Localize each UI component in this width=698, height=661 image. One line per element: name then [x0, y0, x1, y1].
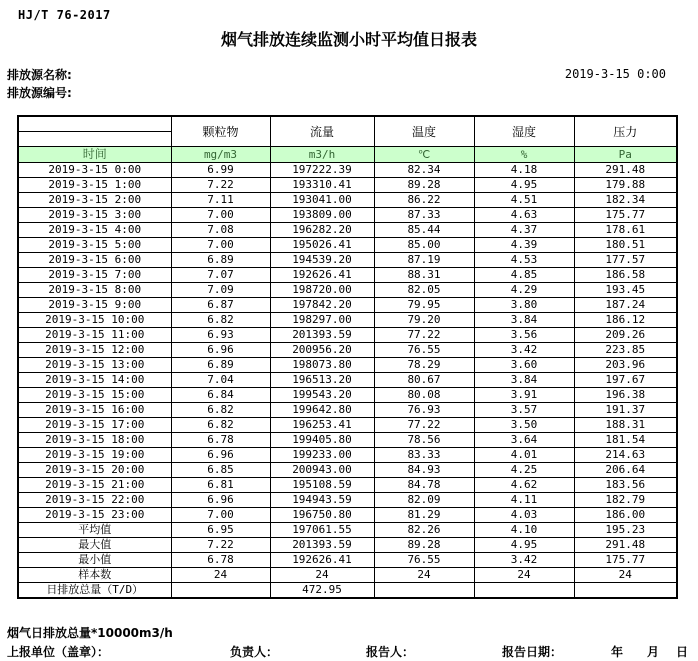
hourly-rows-body: [18, 163, 677, 523]
summary-rows-body: [18, 523, 677, 599]
time-cell: 2019-3-15 17:00: [18, 418, 171, 433]
time-cell: 2019-3-15 20:00: [18, 463, 171, 478]
report-date-label: 报告日期：: [502, 645, 563, 659]
value-cell: 195108.59: [270, 478, 374, 493]
time-cell: 2019-3-15 12:00: [18, 343, 171, 358]
value-cell: 81.29: [374, 508, 474, 523]
table-row: [18, 163, 677, 178]
value-cell: 196.38: [574, 388, 677, 403]
table-row: [18, 358, 677, 373]
unit-header: mg/m3: [171, 147, 270, 163]
value-cell: 4.62: [474, 478, 574, 493]
summary-value: [374, 583, 474, 599]
value-cell: 193310.41: [270, 178, 374, 193]
value-cell: 200943.00: [270, 463, 374, 478]
reporting-unit-label: 上报单位（盖章）：: [7, 645, 110, 659]
time-cell: 2019-3-15 6:00: [18, 253, 171, 268]
value-cell: 201393.59: [270, 328, 374, 343]
value-cell: 203.96: [574, 358, 677, 373]
value-cell: 7.00: [171, 508, 270, 523]
column-header: 颗粒物: [171, 116, 270, 147]
value-cell: 186.12: [574, 313, 677, 328]
value-cell: 4.51: [474, 193, 574, 208]
time-cell: 2019-3-15 19:00: [18, 448, 171, 463]
summary-value: 4.10: [474, 523, 574, 538]
value-cell: 175.77: [574, 208, 677, 223]
value-cell: 6.82: [171, 418, 270, 433]
value-cell: 214.63: [574, 448, 677, 463]
value-cell: 4.37: [474, 223, 574, 238]
time-cell: 2019-3-15 18:00: [18, 433, 171, 448]
value-cell: 186.58: [574, 268, 677, 283]
time-cell: 2019-3-15 4:00: [18, 223, 171, 238]
value-cell: 223.85: [574, 343, 677, 358]
value-cell: 6.89: [171, 358, 270, 373]
column-header: 压力: [574, 116, 677, 147]
unit-header: m3/h: [270, 147, 374, 163]
value-cell: 180.51: [574, 238, 677, 253]
summary-row: [18, 553, 677, 568]
value-cell: 196253.41: [270, 418, 374, 433]
summary-value: 24: [374, 568, 474, 583]
time-column-header: 时间: [18, 147, 171, 163]
time-cell: 2019-3-15 13:00: [18, 358, 171, 373]
summary-row: [18, 523, 677, 538]
value-cell: 4.85: [474, 268, 574, 283]
value-cell: 6.96: [171, 493, 270, 508]
value-cell: 199543.20: [270, 388, 374, 403]
summary-value: 6.78: [171, 553, 270, 568]
value-cell: 7.22: [171, 178, 270, 193]
summary-row: [18, 583, 677, 599]
value-cell: 182.79: [574, 493, 677, 508]
summary-value: 201393.59: [270, 538, 374, 553]
value-cell: 291.48: [574, 163, 677, 178]
table-row: [18, 373, 677, 388]
value-cell: 198073.80: [270, 358, 374, 373]
value-cell: 195026.41: [270, 238, 374, 253]
table-row: [18, 313, 677, 328]
standard-code: HJ/T 76-2017: [18, 8, 111, 22]
table-row: [18, 343, 677, 358]
summary-label: 日排放总量（T/D）: [18, 583, 171, 599]
value-cell: 3.84: [474, 313, 574, 328]
summary-label: 平均值: [18, 523, 171, 538]
table-row: [18, 208, 677, 223]
year-label: 年: [611, 645, 624, 659]
value-cell: 6.93: [171, 328, 270, 343]
table-row: [18, 478, 677, 493]
summary-value: 3.42: [474, 553, 574, 568]
summary-value: 4.95: [474, 538, 574, 553]
value-cell: 85.44: [374, 223, 474, 238]
table-row: [18, 508, 677, 523]
table-row: [18, 328, 677, 343]
reporter-label: 报告人：: [366, 645, 415, 659]
time-cell: 2019-3-15 1:00: [18, 178, 171, 193]
summary-value: 89.28: [374, 538, 474, 553]
value-cell: 77.22: [374, 328, 474, 343]
source-name-label: 排放源名称:: [7, 68, 72, 82]
value-cell: 3.42: [474, 343, 574, 358]
value-cell: 4.63: [474, 208, 574, 223]
column-header: 温度: [374, 116, 474, 147]
value-cell: 4.53: [474, 253, 574, 268]
value-cell: 6.78: [171, 433, 270, 448]
summary-value: 82.26: [374, 523, 474, 538]
value-cell: 89.28: [374, 178, 474, 193]
value-cell: 3.60: [474, 358, 574, 373]
summary-value: [574, 583, 677, 599]
value-cell: 194539.20: [270, 253, 374, 268]
time-cell: 2019-3-15 22:00: [18, 493, 171, 508]
value-cell: 199405.80: [270, 433, 374, 448]
source-code-label: 排放源编号:: [7, 86, 72, 100]
value-cell: 87.33: [374, 208, 474, 223]
summary-value: 197061.55: [270, 523, 374, 538]
value-cell: 80.08: [374, 388, 474, 403]
value-cell: 193809.00: [270, 208, 374, 223]
value-cell: 199233.00: [270, 448, 374, 463]
summary-value: 6.95: [171, 523, 270, 538]
value-cell: 76.93: [374, 403, 474, 418]
table-row: [18, 268, 677, 283]
value-cell: 79.95: [374, 298, 474, 313]
value-cell: 196282.20: [270, 223, 374, 238]
value-cell: 194943.59: [270, 493, 374, 508]
value-cell: 199642.80: [270, 403, 374, 418]
table-row: [18, 418, 677, 433]
value-cell: 78.56: [374, 433, 474, 448]
day-label: 日: [676, 645, 689, 659]
value-cell: 196513.20: [270, 373, 374, 388]
value-cell: 200956.20: [270, 343, 374, 358]
summary-value: 7.22: [171, 538, 270, 553]
value-cell: 4.25: [474, 463, 574, 478]
value-cell: 6.96: [171, 448, 270, 463]
summary-value: 76.55: [374, 553, 474, 568]
stub-upper-cell: [19, 117, 171, 132]
value-cell: 206.64: [574, 463, 677, 478]
value-cell: 6.87: [171, 298, 270, 313]
summary-value: 192626.41: [270, 553, 374, 568]
table-row: [18, 283, 677, 298]
value-cell: 7.00: [171, 208, 270, 223]
value-cell: 186.00: [574, 508, 677, 523]
time-cell: 2019-3-15 11:00: [18, 328, 171, 343]
unit-header: %: [474, 147, 574, 163]
table-row: [18, 238, 677, 253]
table-row: [18, 253, 677, 268]
value-cell: 193.45: [574, 283, 677, 298]
value-cell: 3.56: [474, 328, 574, 343]
value-cell: 4.01: [474, 448, 574, 463]
value-cell: 179.88: [574, 178, 677, 193]
value-cell: 181.54: [574, 433, 677, 448]
time-cell: 2019-3-15 21:00: [18, 478, 171, 493]
value-cell: 6.89: [171, 253, 270, 268]
table-row: [18, 433, 677, 448]
monitoring-data-table: [17, 115, 678, 599]
value-cell: 6.81: [171, 478, 270, 493]
value-cell: 209.26: [574, 328, 677, 343]
value-cell: 3.57: [474, 403, 574, 418]
unit-header: ℃: [374, 147, 474, 163]
value-cell: 7.09: [171, 283, 270, 298]
summary-value: 291.48: [574, 538, 677, 553]
unit-header: Pa: [574, 147, 677, 163]
time-cell: 2019-3-15 8:00: [18, 283, 171, 298]
header-stub-cell: [18, 116, 171, 147]
value-cell: 3.50: [474, 418, 574, 433]
value-cell: 177.57: [574, 253, 677, 268]
value-cell: 7.00: [171, 238, 270, 253]
month-label: 月: [647, 645, 660, 659]
value-cell: 82.05: [374, 283, 474, 298]
value-cell: 83.33: [374, 448, 474, 463]
column-header: 湿度: [474, 116, 574, 147]
value-cell: 197.67: [574, 373, 677, 388]
summary-value: 24: [474, 568, 574, 583]
column-header-row: [18, 116, 677, 147]
value-cell: 84.93: [374, 463, 474, 478]
value-cell: 3.80: [474, 298, 574, 313]
summary-value: [474, 583, 574, 599]
value-cell: 87.19: [374, 253, 474, 268]
time-cell: 2019-3-15 14:00: [18, 373, 171, 388]
table-row: [18, 298, 677, 313]
value-cell: 198297.00: [270, 313, 374, 328]
value-cell: 88.31: [374, 268, 474, 283]
time-cell: 2019-3-15 3:00: [18, 208, 171, 223]
time-cell: 2019-3-15 9:00: [18, 298, 171, 313]
report-datetime: 2019-3-15 0:00: [564, 67, 666, 81]
summary-label: 样本数: [18, 568, 171, 583]
value-cell: 193041.00: [270, 193, 374, 208]
summary-row: [18, 538, 677, 553]
value-cell: 187.24: [574, 298, 677, 313]
time-cell: 2019-3-15 7:00: [18, 268, 171, 283]
summary-row: [18, 568, 677, 583]
table-row: [18, 223, 677, 238]
value-cell: 78.29: [374, 358, 474, 373]
value-cell: 7.04: [171, 373, 270, 388]
table-row: [18, 463, 677, 478]
table-row: [18, 403, 677, 418]
time-cell: 2019-3-15 10:00: [18, 313, 171, 328]
total-emission-note: 烟气日排放总量*10000m3/h: [7, 626, 173, 640]
summary-value: 24: [574, 568, 677, 583]
value-cell: 6.84: [171, 388, 270, 403]
value-cell: 4.29: [474, 283, 574, 298]
value-cell: 85.00: [374, 238, 474, 253]
value-cell: 76.55: [374, 343, 474, 358]
value-cell: 183.56: [574, 478, 677, 493]
value-cell: 7.08: [171, 223, 270, 238]
summary-value: 175.77: [574, 553, 677, 568]
value-cell: 3.91: [474, 388, 574, 403]
time-cell: 2019-3-15 2:00: [18, 193, 171, 208]
responsible-label: 负责人：: [230, 645, 279, 659]
value-cell: 7.07: [171, 268, 270, 283]
value-cell: 182.34: [574, 193, 677, 208]
table-row: [18, 193, 677, 208]
summary-value: 24: [270, 568, 374, 583]
summary-value: 195.23: [574, 523, 677, 538]
value-cell: 6.99: [171, 163, 270, 178]
table-row: [18, 493, 677, 508]
time-cell: 2019-3-15 23:00: [18, 508, 171, 523]
value-cell: 198720.00: [270, 283, 374, 298]
stub-lower-cell: [19, 132, 171, 146]
value-cell: 6.85: [171, 463, 270, 478]
value-cell: 82.09: [374, 493, 474, 508]
value-cell: 86.22: [374, 193, 474, 208]
summary-value: [171, 583, 270, 599]
summary-label: 最小值: [18, 553, 171, 568]
value-cell: 6.82: [171, 403, 270, 418]
value-cell: 191.37: [574, 403, 677, 418]
table-row: [18, 178, 677, 193]
value-cell: 4.18: [474, 163, 574, 178]
value-cell: 4.03: [474, 508, 574, 523]
value-cell: 192626.41: [270, 268, 374, 283]
table-row: [18, 388, 677, 403]
page-title: 烟气排放连续监测小时平均值日报表: [220, 30, 477, 49]
value-cell: 7.11: [171, 193, 270, 208]
time-cell: 2019-3-15 15:00: [18, 388, 171, 403]
value-cell: 3.84: [474, 373, 574, 388]
value-cell: 196750.80: [270, 508, 374, 523]
time-cell: 2019-3-15 5:00: [18, 238, 171, 253]
value-cell: 197842.20: [270, 298, 374, 313]
value-cell: 84.78: [374, 478, 474, 493]
time-cell: 2019-3-15 0:00: [18, 163, 171, 178]
value-cell: 197222.39: [270, 163, 374, 178]
time-cell: 2019-3-15 16:00: [18, 403, 171, 418]
value-cell: 3.64: [474, 433, 574, 448]
value-cell: 4.95: [474, 178, 574, 193]
summary-label: 最大值: [18, 538, 171, 553]
summary-value: 472.95: [270, 583, 374, 599]
table-row: [18, 448, 677, 463]
value-cell: 79.20: [374, 313, 474, 328]
value-cell: 77.22: [374, 418, 474, 433]
value-cell: 82.34: [374, 163, 474, 178]
value-cell: 80.67: [374, 373, 474, 388]
value-cell: 188.31: [574, 418, 677, 433]
value-cell: 6.82: [171, 313, 270, 328]
value-cell: 178.61: [574, 223, 677, 238]
summary-value: 24: [171, 568, 270, 583]
value-cell: 4.39: [474, 238, 574, 253]
signature-line: [0, 643, 698, 659]
value-cell: 4.11: [474, 493, 574, 508]
column-header: 流量: [270, 116, 374, 147]
unit-header-row: [18, 147, 677, 163]
value-cell: 6.96: [171, 343, 270, 358]
